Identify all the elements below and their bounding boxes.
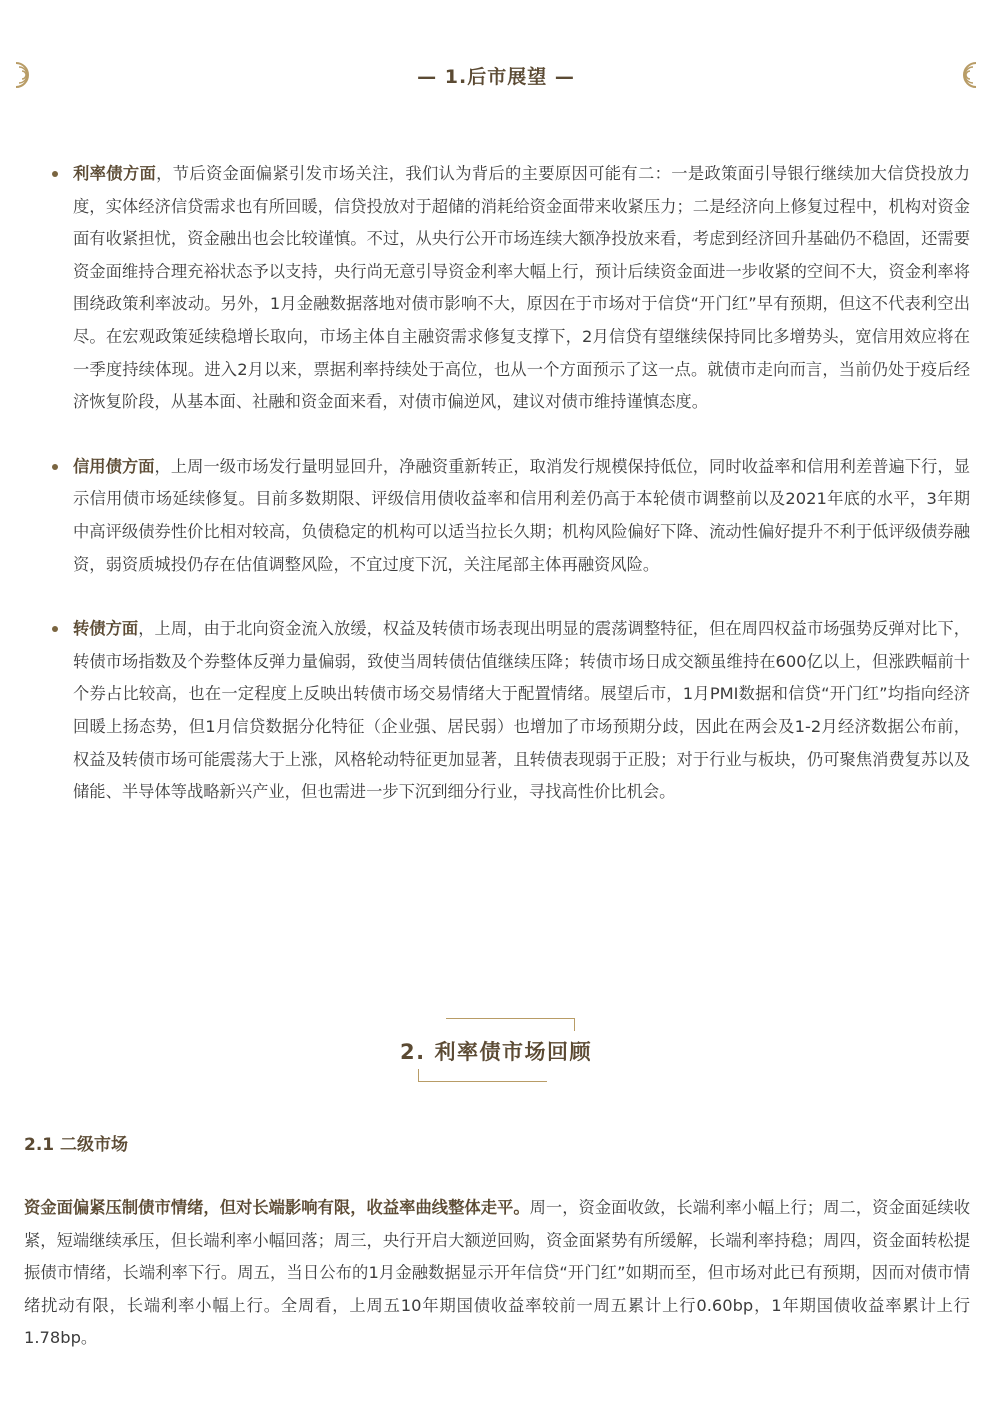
section-1-title: — 1.后市展望 —	[417, 66, 575, 88]
secondary-market-paragraph	[24, 1192, 970, 1355]
bullet-dot-icon	[52, 464, 58, 470]
subsection-heading: 2.1 二级市场	[24, 1135, 129, 1155]
paragraph-text: 周一，资金面收敛，长端利率小幅上行；周二，资金面延续收紧，短端继续承压，但长端利率小幅回落；周三，央行开启大额逆回购，资金面紧势有所缓解，长端利率持稳；周四，资金面转松提振债市情绪，长端利率下行。周五，当日公布的1月金融数据显示开年信贷“开门红”如期而至，但市场对此已有预期，因而对债市情绪扰动有限，长端利率小幅上行。全周看，上周五10年期国债收益率较前一周五累计上行0.60bp，1年期国债收益率累计上行1.78bp。	[24, 1198, 970, 1348]
bullet-item-convertible-bonds	[50, 613, 970, 809]
bullet-lead: 利率债方面	[73, 164, 157, 183]
bullet-lead: 信用债方面	[73, 456, 155, 476]
section-1-header	[0, 58, 992, 92]
section-2-header	[0, 1018, 992, 1084]
bullet-text: ，节后资金面偏紧引发市场关注，我们认为背后的主要原因可能有二：一是政策面引导银行继续加大信贷投放力度，实体经济信贷需求也有所回暖，信贷投放对于超储的消耗给资金面带来收紧压力；二是经济向上修复过程中，机构对资金面有收紧担忧，资金融出也会比较谨慎。不过，从央行公开市场连续大额净投放来看，考虑到经济回升基础仍不稳固，还需要资金面维持合理充裕状态予以支持，央行尚无意引导资金利率大幅上行，预计后续资金面进一步收紧的空间不大，资金利率将围绕政策利率波动。另外，1月金融数据落地对债市影响不大，原因在于市场对于信贷“开门红”早有预期，但这不代表利空出尽。在宏观政策延续稳增长取向，市场主体自主融资需求修复支撑下，2月信贷有望继续保持同比多增势头，宽信用效应将在一季度持续体现。进入2月以来，票据利率持续处于高位，也从一个方面预示了这一点。就债市走向而言，当前仍处于疫后经济恢复阶段，从基本面、社融和资金面来看，对债市偏逆风，建议对债市维持谨慎态度。	[73, 164, 970, 412]
title-frame-top-decoration	[446, 1018, 575, 1031]
bullet-text: ，上周，由于北向资金流入放缓，权益及转债市场表现出明显的震荡调整特征，但在周四权益市场强势反弹对比下，转债市场指数及个券整体反弹力量偏弱，致使当周转债估值继续压降；转债市场日成交额虽维持在600亿以上，但涨跌幅前十个券占比较高，也在一定程度上反映出转债市场交易情绪大于配置情绪。展望后市，1月PMI数据和信贷“开门红”均指向经济回暖上扬态势，但1月信贷数据分化特征（企业强、居民弱）也增加了市场预期分歧，因此在两会及1-2月经济数据公布前，权益及转债市场可能震荡大于上涨，风格轮动特征更加显著，且转债表现弱于正股；对于行业与板块，仍可聚焦消费复苏以及储能、半导体等战略新兴产业，但也需进一步下沉到细分行业，寻找高性价比机会。	[73, 619, 970, 802]
paragraph-lead: 资金面偏紧压制债市情绪，但对长端影响有限，收益率曲线整体走平。	[24, 1198, 530, 1217]
bullet-lead: 转债方面	[73, 619, 139, 639]
title-frame-bottom-decoration	[418, 1069, 547, 1082]
section-2-title: 2. 利率债市场回顾	[400, 1040, 592, 1064]
outlook-bullet-list	[50, 158, 970, 841]
bullet-dot-icon	[52, 171, 58, 177]
bullet-item-credit-bonds	[50, 451, 970, 581]
bullet-item-rate-bonds	[50, 158, 970, 419]
right-ornament-icon	[954, 60, 984, 90]
bullet-dot-icon	[52, 626, 58, 632]
bullet-text: ，上周一级市场发行量明显回升，净融资重新转正，取消发行规模保持低位，同时收益率和信用利差普遍下行，显示信用债市场延续修复。目前多数期限、评级信用债收益率和信用利差仍高于本轮债市调整前以及2021年底的水平，3年期中高评级债券性价比相对较高，负债稳定的机构可以适当拉长久期；机构风险偏好下降、流动性偏好提升不利于低评级债券融资，弱资质城投仍存在估值调整风险，不宜过度下沉，关注尾部主体再融资风险。	[73, 456, 970, 574]
